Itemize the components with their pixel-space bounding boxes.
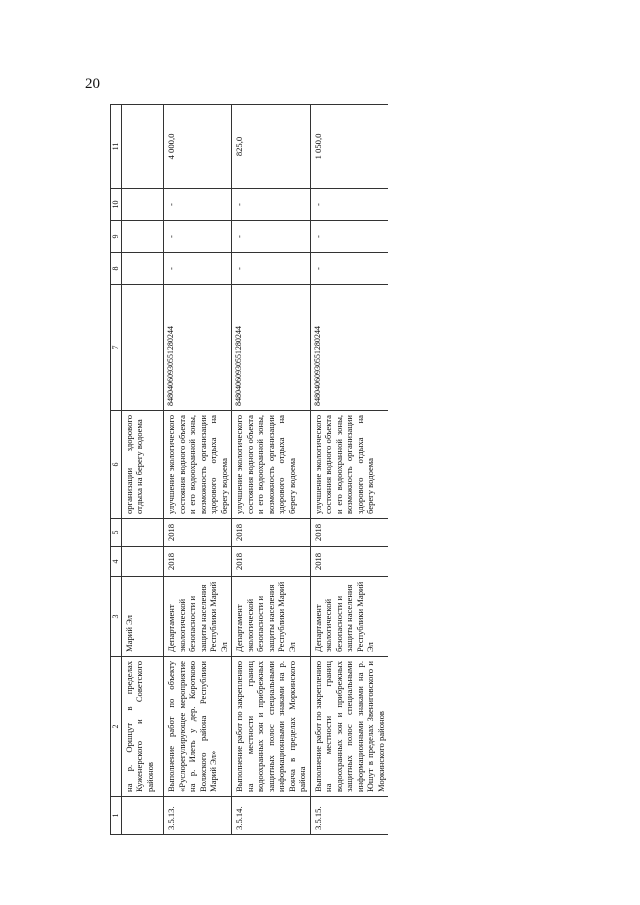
start-year: 2018 [232,547,310,577]
activity-name: на р. Оршцут в пределах Куженерского и Советского районов [122,657,164,797]
budget-code [122,285,164,411]
header-cell: 2 [111,657,122,797]
col-9: - [164,221,232,253]
end-year: 2018 [232,519,310,547]
header-cell: 8 [111,253,122,285]
col-9 [122,221,164,253]
executor: Департамент экологической безопасности и защиты населения Республики Марий Эл [232,577,310,657]
expected-result: улучшение экологического состояния водного объекта и его водоохранной зоны, возможность организации здорового отдыха на берегу водоема [232,411,310,519]
header-cell: 7 [111,285,122,411]
table-row [310,105,388,835]
header-cell: 4 [111,547,122,577]
row-number: 3.5.15. [310,797,388,835]
budget-code: 84804060930551280244 [310,285,388,411]
executor: Департамент экологической безопасности и защиты населения Республики Марий Эл [310,577,388,657]
header-cell: 3 [111,577,122,657]
activity-name: Выполнение работ по объекту «Руслорегулирующее мероприятие на р. Илеть у дер. Коротково Волжского района Республики Марий Эл» [164,657,232,797]
col-8: - [164,253,232,285]
col-8: - [310,253,388,285]
col-11-amount: 825,0 [232,105,310,189]
header-cell: 10 [111,189,122,221]
executor: Марий Эл [122,577,164,657]
col-9: - [232,221,310,253]
page-number: 20 [85,76,100,92]
header-cell: 1 [111,797,122,835]
row-number: 3.5.13. [164,797,232,835]
col-10: - [164,189,232,221]
end-year [122,519,164,547]
start-year: 2018 [164,547,232,577]
end-year: 2018 [310,519,388,547]
header-cell: 9 [111,221,122,253]
header-row [111,105,122,835]
activity-name: Выполнение работ по закреплению на местности границ водоохранных зон и прибрежных защитных полос специальными информационными знаками на р. Юшут в пределах Звениговского и Моркинского районов [310,657,388,797]
executor: Департамент экологической безопасности и защиты населения Республики Марий Эл [164,577,232,657]
col-10: - [310,189,388,221]
col-11-amount [122,105,164,189]
table-row [122,105,164,835]
program-table [110,104,388,835]
header-cell: 6 [111,411,122,519]
budget-code: 84804060930551280244 [232,285,310,411]
rotated-table-container [110,105,525,835]
expected-result: организации здорового отдыха на берегу водоема [122,411,164,519]
col-9: - [310,221,388,253]
col-10 [122,189,164,221]
budget-code: 84804060930551280244 [164,285,232,411]
col-11-amount: 1 050,0 [310,105,388,189]
expected-result: улучшение экологического состояния водного объекта и его водоохранной зоны, возможность организации здорового отдыха на берегу водоема [164,411,232,519]
col-8: - [232,253,310,285]
start-year: 2018 [310,547,388,577]
col-8 [122,253,164,285]
row-number: 3.5.14. [232,797,310,835]
table-row [232,105,310,835]
activity-name: Выполнение работ по закреплению на местности границ водоохранных зон и прибрежных защитных полос специальными информационными знаками на р. Вонча в пределах Моркинского района [232,657,310,797]
row-number [122,797,164,835]
col-11-amount: 4 000,0 [164,105,232,189]
expected-result: улучшение экологического состояния водного объекта и его водоохранной зоны, возможность организации здорового отдыха на берегу водоема [310,411,388,519]
header-cell: 5 [111,519,122,547]
table-row [164,105,232,835]
col-10: - [232,189,310,221]
header-cell: 11 [111,105,122,189]
end-year: 2018 [164,519,232,547]
start-year [122,547,164,577]
